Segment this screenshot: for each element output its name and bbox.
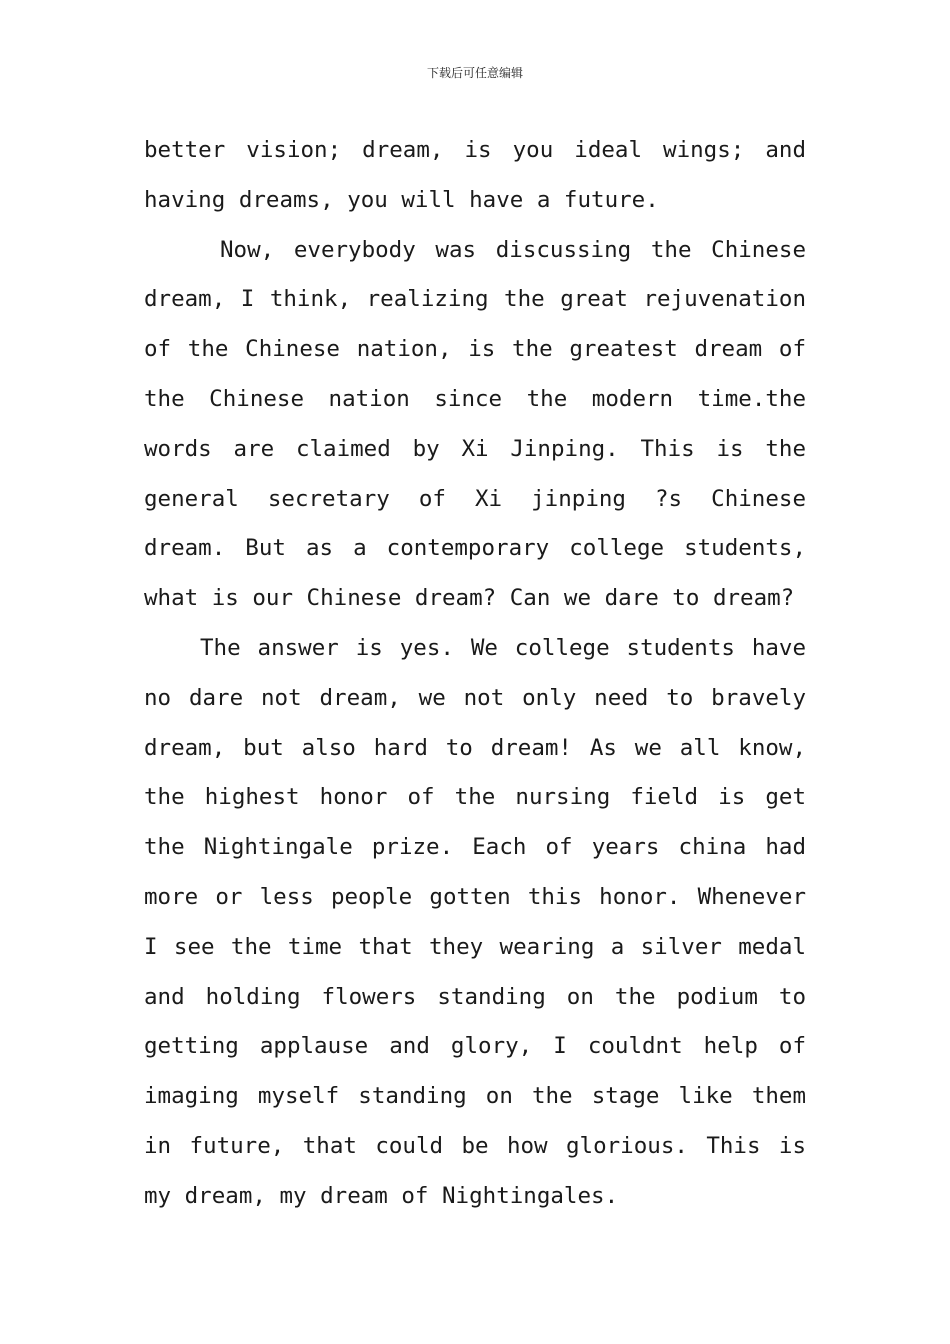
paragraph-2: Now, everybody was discussing the Chinese dream, I think, realizing the great rejuvenation of the Chinese nation, is the greatest dream of the Chinese nation since the modern time.the words are claimed by Xi Jinping. This is the general secretary of Xi jinping ?s Chinese dream. But as a contemporary college students, what is our Chinese dream? Can we dare to dream? [144, 236, 806, 612]
paragraph-1: better vision; dream, is you ideal wings; and having dreams, you will have a future. [144, 137, 806, 213]
document-body [144, 126, 806, 1222]
page-header: 下载后可任意编辑 [426, 66, 523, 80]
paragraph-3: The answer is yes. We college students have no dare not dream, we not only need to bravely dream, but also hard to dream! As we all know, the highest honor of the nursing field is get the Nightingale prize. Each of years china had more or less people gotten this honor. Whenever I see the time that they wearing a silver medal and holding flowers standing on the podium to getting applause and glory, I couldnt help of imaging myself standing on the stage like them in future, that could be how glorious. This is my dream, my dream of Nightingales. [144, 634, 806, 1209]
